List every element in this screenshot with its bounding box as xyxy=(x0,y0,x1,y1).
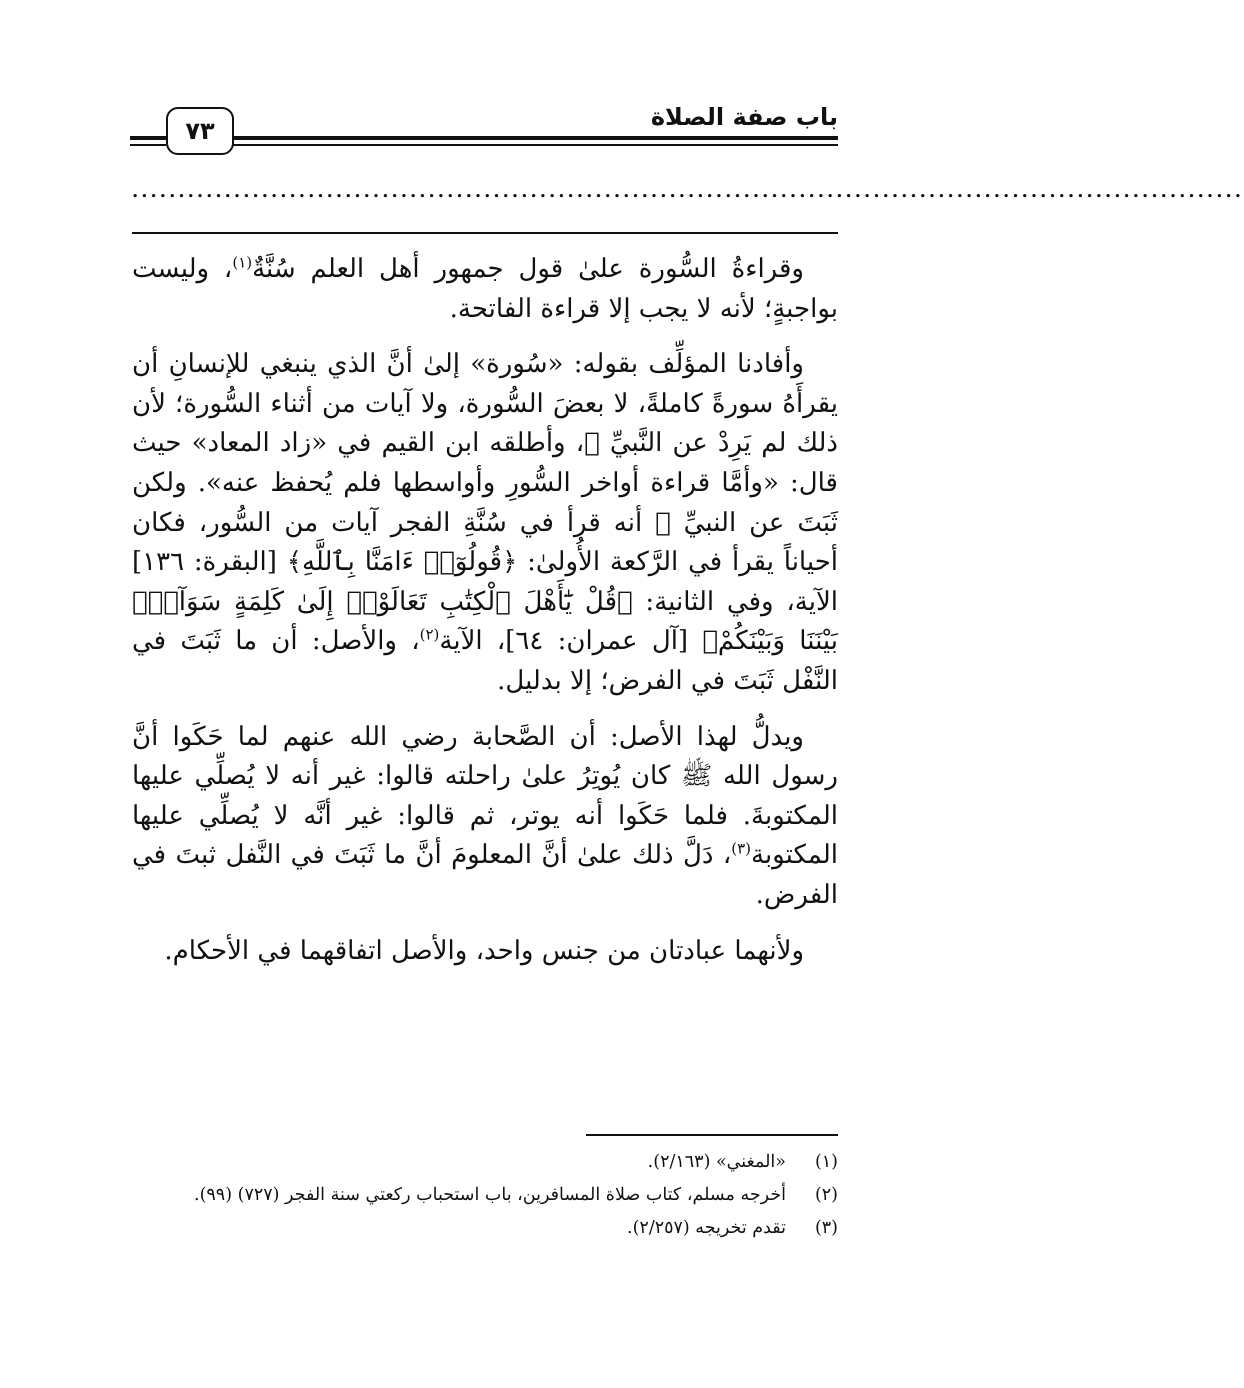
paragraph-1-text-b: ، وليست بواجبةٍ؛ لأنه لا يجب إلا قراءة الفاتحة. xyxy=(132,254,838,324)
paragraph-2-text-b: ، والأصل: أن ما ثَبَتَ في النَّفْل ثَبَتَ في الفرض؛ إلا بدليل. xyxy=(132,626,838,696)
header-rule-thick xyxy=(230,136,838,140)
footnotes xyxy=(132,1146,838,1245)
paragraph-3-text-a: ويدلُّ لهذا الأصل: أن الصَّحابة رضي الله عنهم لما حَكَوا أنَّ رسول الله ﷺ كان يُوتِرُ علىٰ راحلته قالوا: غير أنه لا يُصلِّي عليها المكتوبةَ. فلما حَكَوا أنه يوتر، ثم قالوا: غير أنَّه لا يُصلِّي عليها المكتوبة xyxy=(132,721,838,871)
paragraph-1 xyxy=(132,250,838,329)
main-text xyxy=(132,250,838,971)
paragraph-3-text-b: ، دَلَّ ذلك علىٰ أنَّ المعلومَ أنَّ ما ثَبَتَ في النَّفل ثبتَ في الفرض. xyxy=(132,840,838,910)
footnote-2 xyxy=(132,1179,838,1212)
page-number: ٧٣ xyxy=(166,107,234,155)
dotted-separator: ........................................................................................................................ xyxy=(132,181,1244,202)
footnote-text: «المغني» (٢/١٦٣). xyxy=(647,1152,786,1172)
footnote-number: (٣) xyxy=(814,1218,838,1238)
footnote-1 xyxy=(132,1146,838,1179)
header-rule-left-thick xyxy=(130,136,166,140)
page-header xyxy=(130,102,838,156)
footnote-number: (١) xyxy=(814,1152,838,1172)
top-separator-line xyxy=(132,232,838,234)
header-rule-left-thin xyxy=(130,144,166,146)
footnote-ref-2: (٢) xyxy=(419,625,440,644)
paragraph-1-text-a: وقراءةُ السُّورة علىٰ قول جمهور أهل العلم سُنَّةٌ xyxy=(252,254,804,284)
header-rule-thin xyxy=(230,144,838,146)
paragraph-4: ولأنهما عبادتان من جنس واحد، والأصل اتفاقهما في الأحكام. xyxy=(164,935,804,966)
footnote-separator xyxy=(586,1134,838,1136)
footnote-text: تقدم تخريجه (٢/٢٥٧). xyxy=(627,1218,786,1238)
paragraph-3 xyxy=(132,718,838,916)
chapter-title: باب صفة الصلاة xyxy=(650,103,838,131)
footnote-ref-3: (٣) xyxy=(731,839,751,858)
footnote-3 xyxy=(132,1212,838,1245)
paragraph-2 xyxy=(132,345,838,701)
paragraph-2-text-a: وأفادنا المؤلِّف بقوله: «سُورة» إلىٰ أنَّ الذي ينبغي للإنسانِ أن يقرأَهُ سورةً كاملةً، لا بعضَ السُّورة، ولا آيات من أثناء السُّورة؛ لأن ذلك لم يَرِدْ عن النَّبيِّ ﷺ، وأطلقه ابن القيم في «زاد المعاد» حيث قال: «وأمَّا قراءة أواخر السُّورِ وأواسطها فلم يُحفظ عنه». ولكن ثَبَتَ عن النبيِّ ﷺ أنه قرأ في سُنَّةِ الفجر آيات من السُّور، فكان أحياناً يقرأ في الرَّكعة الأُولىٰ: ﴿قُولُوٓا۟ ءَامَنَّا بِٱللَّهِ﴾ [البقرة: ١٣٦] الآية، وفي الثانية: ﴿قُلْ يَٰٓأَهْلَ ٱلْكِتَٰبِ تَعَالَوْا۟ إِلَىٰ كَلِمَةٍ سَوَآءٍۭ بَيْنَنَا وَبَيْنَكُمْ﴾ [آل عمران: ٦٤]، الآية xyxy=(132,349,838,657)
footnote-number: (٢) xyxy=(814,1185,838,1205)
footnote-ref-1: (١) xyxy=(232,253,253,272)
footnote-text: أخرجه مسلم، كتاب صلاة المسافرين، باب استحباب ركعتي سنة الفجر (٧٢٧) (٩٩). xyxy=(194,1185,786,1205)
